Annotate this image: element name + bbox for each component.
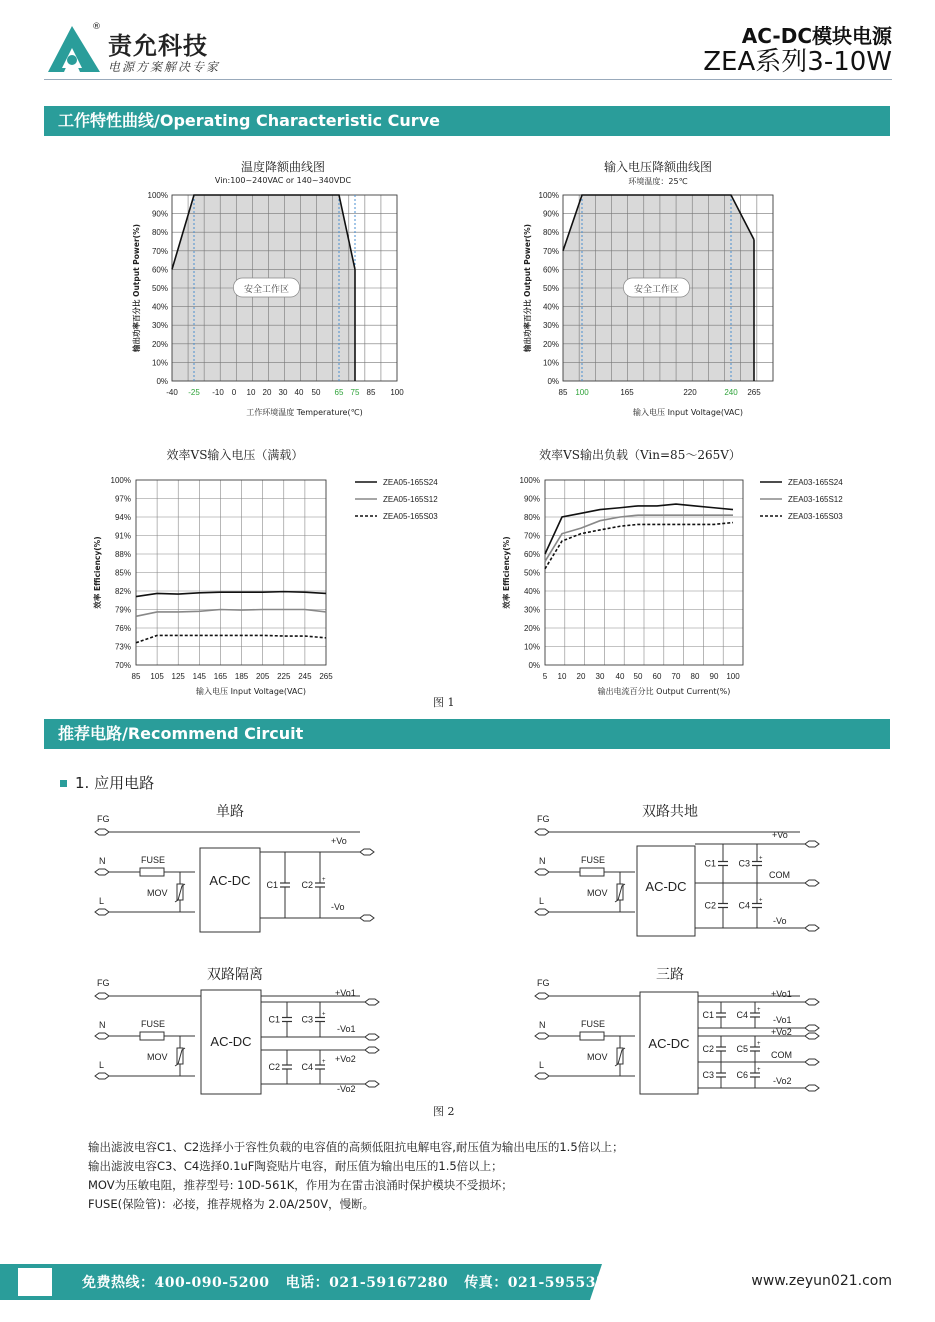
terminal xyxy=(805,999,819,1005)
circuit-single xyxy=(95,814,374,932)
product-title-line2: ZEA系列3-10W xyxy=(703,47,892,77)
x-tick-label: 60 xyxy=(652,672,662,681)
output-positive-label: +Vo xyxy=(772,830,788,840)
y-tick-label: 90% xyxy=(151,209,168,219)
y-tick-label: 76% xyxy=(114,624,131,633)
capacitor-label: C1 xyxy=(702,1010,714,1020)
y-tick-label: 60% xyxy=(151,265,168,275)
y-tick-label: 100% xyxy=(519,476,540,485)
y-axis-label: 输出功率百分比 Output Power(%) xyxy=(523,223,532,353)
y-tick-label: 70% xyxy=(542,246,559,256)
acdc-label: AC-DC xyxy=(645,879,687,894)
y-tick-label: 0% xyxy=(547,377,559,386)
terminal xyxy=(805,1025,819,1031)
y-tick-label: 60% xyxy=(523,550,540,559)
acdc-label: AC-DC xyxy=(648,1036,690,1051)
circuits-canvas xyxy=(0,780,935,1110)
legend-label: ZEA03-165S12 xyxy=(788,495,843,504)
x-tick-label: 245 xyxy=(298,672,312,681)
y-axis-label: 输出功率百分比 Output Power(%) xyxy=(132,223,141,353)
fuse xyxy=(580,1032,604,1040)
x-tick-label: 265 xyxy=(319,672,333,681)
x-tick-label: 105 xyxy=(150,672,164,681)
terminal xyxy=(95,909,109,915)
capacitor-label: C4 xyxy=(736,1010,748,1020)
x-tick-label: 5 xyxy=(542,672,548,681)
x-tick-label: -25 xyxy=(188,388,200,397)
efficiency-chart-output-load xyxy=(501,476,843,696)
x-tick-label: 265 xyxy=(747,388,761,397)
terminal xyxy=(365,1034,379,1040)
y-tick-label: 91% xyxy=(114,531,131,541)
y-tick-label: 80% xyxy=(542,228,559,238)
terminal xyxy=(805,1085,819,1091)
capacitor-label: C1 xyxy=(704,858,716,869)
fuse xyxy=(140,868,164,876)
y-tick-label: 80% xyxy=(151,228,168,238)
y-tick-label: 100% xyxy=(538,191,559,200)
output1-negative-label: -Vo1 xyxy=(773,1015,792,1025)
y-tick-label: 100% xyxy=(147,191,168,200)
legend-label: ZEA05-165S24 xyxy=(383,478,438,487)
capacitor-label: C2 xyxy=(301,880,313,890)
figure1-caption: 图 1 xyxy=(433,696,455,709)
input-n-label: N xyxy=(99,856,106,866)
terminal xyxy=(360,915,374,921)
input-l-label: L xyxy=(99,1060,105,1070)
y-tick-label: 50% xyxy=(523,568,540,578)
y-tick-label: 70% xyxy=(523,531,540,541)
capacitor-plus: + xyxy=(322,1011,326,1018)
x-tick-label: 75 xyxy=(350,388,360,397)
circuit-single-title: 单路 xyxy=(216,804,244,820)
capacitor-label: C1 xyxy=(266,880,278,890)
mov-label: MOV xyxy=(587,888,608,898)
terminal xyxy=(805,1033,819,1039)
x-tick-label: -10 xyxy=(212,388,224,397)
x-tick-label: 85 xyxy=(366,388,376,397)
terminal xyxy=(95,1033,109,1039)
terminal xyxy=(365,1047,379,1053)
x-tick-label: 100 xyxy=(726,672,740,681)
terminal xyxy=(95,829,109,835)
terminal xyxy=(95,993,109,999)
mov-label: MOV xyxy=(587,1052,608,1062)
x-tick-label: 10 xyxy=(557,672,567,681)
y-tick-label: 60% xyxy=(542,265,559,275)
x-tick-label: 40 xyxy=(294,388,304,397)
y-tick-label: 30% xyxy=(523,605,540,615)
chart3-title: 效率VS输入电压（满载） xyxy=(166,448,304,462)
legend-label: ZEA05-165S12 xyxy=(383,495,438,504)
circuit-triple xyxy=(535,978,819,1094)
input-fg-label: FG xyxy=(537,978,550,988)
circuit-triple-title: 三路 xyxy=(656,967,684,983)
x-tick-label: 10 xyxy=(246,388,256,397)
chart2-title: 输入电压降额曲线图 xyxy=(603,160,712,174)
terminal xyxy=(535,909,549,915)
note-line: 输出滤波电容C1、C2选择小于容性负载的电容值的高频低阻抗电解电容,耐压值为输出电压的1.5倍以上； xyxy=(88,1140,624,1154)
terminal xyxy=(535,869,549,875)
y-tick-label: 100% xyxy=(110,476,131,485)
product-title-line1: AC-DC模块电源 xyxy=(741,24,892,48)
x-tick-label: 50 xyxy=(311,388,321,397)
y-tick-label: 20% xyxy=(151,339,168,349)
y-tick-label: 40% xyxy=(542,302,559,312)
capacitor-label: C4 xyxy=(738,900,750,911)
x-tick-label: 30 xyxy=(595,672,605,681)
acdc-label: AC-DC xyxy=(209,873,251,888)
y-tick-label: 94% xyxy=(114,513,131,522)
input-n-label: N xyxy=(539,856,546,866)
input-l-label: L xyxy=(99,896,105,906)
input-fg-label: FG xyxy=(537,814,550,824)
capacitor-label: C3 xyxy=(738,858,750,869)
x-tick-label: 65 xyxy=(334,388,344,397)
y-tick-label: 40% xyxy=(523,587,540,596)
capacitor-plus: + xyxy=(322,877,326,883)
fuse-label: FUSE xyxy=(141,1019,166,1029)
y-tick-label: 70% xyxy=(151,246,168,256)
registered-mark: ® xyxy=(92,22,101,32)
y-tick-label: 90% xyxy=(523,494,540,504)
legend-label: ZEA03-165S24 xyxy=(788,478,843,487)
terminal xyxy=(365,999,379,1005)
terminal xyxy=(95,869,109,875)
capacitor-plus: + xyxy=(759,897,763,904)
y-axis-label: 效率 Efficiency(%) xyxy=(502,536,511,609)
output-negative-label: -Vo xyxy=(773,916,787,926)
terminal xyxy=(535,993,549,999)
x-tick-label: 240 xyxy=(724,388,738,397)
footer-url[interactable]: www.zeyun021.com xyxy=(751,1273,892,1289)
x-tick-label: 145 xyxy=(192,672,207,681)
input-fg-label: FG xyxy=(97,814,110,824)
output2-negative-label: -Vo2 xyxy=(773,1076,792,1086)
capacitor-label: C5 xyxy=(736,1044,748,1054)
output1-negative-label: -Vo1 xyxy=(337,1024,356,1034)
output-negative-label: -Vo xyxy=(331,902,345,912)
output2-positive-label: +Vo2 xyxy=(771,1027,792,1037)
y-tick-label: 88% xyxy=(114,550,131,559)
chart1-title: 温度降额曲线图 xyxy=(240,160,325,174)
derating-chart-input-voltage xyxy=(522,191,773,417)
input-n-label: N xyxy=(539,1020,546,1030)
x-tick-label: 165 xyxy=(620,388,634,397)
company-slogan: 电源方案解决专家 xyxy=(108,60,221,74)
x-tick-label: 30 xyxy=(278,388,288,397)
y-tick-label: 73% xyxy=(114,642,131,652)
y-tick-label: 90% xyxy=(542,209,559,219)
circuit-dual-common xyxy=(535,814,819,936)
terminal xyxy=(535,829,549,835)
y-tick-label: 10% xyxy=(523,642,540,652)
chart1-subtitle: Vin:100~240VAC or 140~340VDC xyxy=(214,176,352,185)
note-line: 输出滤波电容C3、C4选择0.1uF陶瓷贴片电容，耐压值为输出电压的1.5倍以上； xyxy=(88,1159,503,1173)
x-tick-label: -40 xyxy=(166,388,178,397)
derating-chart-temperature xyxy=(131,191,404,417)
x-tick-label: 185 xyxy=(234,672,249,681)
fuse xyxy=(140,1032,164,1040)
y-tick-label: 30% xyxy=(151,321,168,331)
section-bar-circuit: 推荐电路/Recommend Circuit xyxy=(44,719,890,749)
capacitor-label: C3 xyxy=(702,1070,714,1080)
capacitor-label: C2 xyxy=(268,1062,280,1072)
y-tick-label: 10% xyxy=(542,358,559,368)
mov-label: MOV xyxy=(147,888,168,898)
capacitor-label: C6 xyxy=(736,1070,748,1080)
x-tick-label: 100 xyxy=(390,388,404,397)
series-line-ZEA03-165S12 xyxy=(545,515,733,561)
capacitor-label: C2 xyxy=(702,1044,714,1054)
x-axis-label: 输出电流百分比 Output Current(%) xyxy=(597,687,731,696)
legend-label: ZEA03-165S03 xyxy=(788,512,843,521)
section-bar-curves: 工作特性曲线/Operating Characteristic Curve xyxy=(44,106,890,136)
x-tick-label: 225 xyxy=(277,672,291,681)
region-label: 安全工作区 xyxy=(633,285,680,295)
notes-block xyxy=(88,1138,624,1214)
y-tick-label: 79% xyxy=(114,605,131,615)
y-tick-label: 50% xyxy=(542,284,559,293)
terminal xyxy=(95,1073,109,1079)
y-tick-label: 50% xyxy=(151,284,168,293)
capacitor-label: C1 xyxy=(268,1014,280,1025)
y-tick-label: 80% xyxy=(523,513,540,522)
company-name: 责允科技 xyxy=(108,32,208,60)
terminal xyxy=(535,1033,549,1039)
x-axis-label: 输入电压 Input Voltage(VAC) xyxy=(196,687,306,696)
note-line: MOV为压敏电阻，推荐型号: 10D-561K，作用为在雷击浪涌时保护模块不受损坏； xyxy=(88,1178,513,1192)
terminal xyxy=(360,849,374,855)
x-tick-label: 220 xyxy=(683,388,697,397)
x-tick-label: 80 xyxy=(690,672,700,681)
output1-positive-label: +Vo1 xyxy=(771,989,792,999)
figure2-caption: 图 2 xyxy=(433,1105,455,1118)
y-tick-label: 30% xyxy=(542,321,559,331)
chart4-title: 效率VS输出负载（Vin=85～265V） xyxy=(539,448,741,462)
fuse-label: FUSE xyxy=(141,855,166,865)
input-l-label: L xyxy=(539,1060,545,1070)
capacitor-plus: + xyxy=(759,855,763,862)
x-tick-label: 85 xyxy=(131,672,141,681)
series-line-ZEA03-165S24 xyxy=(545,504,733,554)
terminal xyxy=(365,1081,379,1087)
x-axis-label: 工作环境温度 Temperature(℃) xyxy=(246,408,363,417)
input-l-label: L xyxy=(539,896,545,906)
output-com-label: COM xyxy=(771,1050,792,1060)
y-tick-label: 0% xyxy=(528,661,540,670)
input-fg-label: FG xyxy=(97,978,110,988)
x-tick-label: 90 xyxy=(709,672,719,681)
x-tick-label: 40 xyxy=(615,672,625,681)
mov-label: MOV xyxy=(147,1052,168,1062)
capacitor-label: C4 xyxy=(301,1062,313,1072)
terminal xyxy=(805,1059,819,1065)
x-tick-label: 70 xyxy=(671,672,681,681)
series-line-ZEA05-165S03 xyxy=(136,635,326,642)
x-tick-label: 0 xyxy=(231,388,237,397)
series-line-ZEA03-165S03 xyxy=(545,523,733,569)
y-tick-label: 20% xyxy=(523,624,540,633)
y-tick-label: 82% xyxy=(114,587,131,596)
fuse xyxy=(580,868,604,876)
x-tick-label: 85 xyxy=(558,388,568,397)
y-axis-label: 效率 Efficiency(%) xyxy=(93,536,102,609)
y-tick-label: 10% xyxy=(151,358,168,368)
terminal xyxy=(805,841,819,847)
capacitor-plus: + xyxy=(757,1007,761,1013)
series-line-ZEA05-165S24 xyxy=(136,592,326,597)
acdc-module xyxy=(200,848,260,932)
y-tick-label: 0% xyxy=(156,377,168,386)
output1-positive-label: +Vo1 xyxy=(335,988,356,998)
x-tick-label: 165 xyxy=(213,672,228,681)
output-positive-label: +Vo xyxy=(331,836,347,846)
x-tick-label: 125 xyxy=(171,672,185,681)
efficiency-chart-input-voltage xyxy=(92,476,438,696)
y-tick-label: 40% xyxy=(151,302,168,312)
footer-contact: 免费热线：400-090-5200 电话：021-59167280 传真：021-59553702 xyxy=(82,1275,627,1291)
capacitor-plus: + xyxy=(757,1067,761,1073)
capacitor-plus: + xyxy=(322,1059,326,1065)
legend-label: ZEA05-165S03 xyxy=(383,512,438,521)
acdc-label: AC-DC xyxy=(210,1034,252,1049)
circuit-heading-text: 1. 应用电路 xyxy=(75,774,155,792)
x-tick-label: 20 xyxy=(576,672,586,681)
region-label: 安全工作区 xyxy=(243,285,290,295)
x-tick-label: 20 xyxy=(262,388,272,397)
output-com-label: COM xyxy=(769,870,790,880)
x-tick-label: 50 xyxy=(633,672,643,681)
x-axis-label: 输入电压 Input Voltage(VAC) xyxy=(633,408,743,417)
terminal xyxy=(805,880,819,886)
x-tick-label: 100 xyxy=(575,388,589,397)
series-line-ZEA05-165S12 xyxy=(136,610,326,617)
y-tick-label: 70% xyxy=(114,661,131,670)
fuse-label: FUSE xyxy=(581,855,606,865)
y-tick-label: 97% xyxy=(114,494,131,504)
circuit-dual-isolated xyxy=(95,978,379,1094)
terminal xyxy=(805,925,819,931)
y-tick-label: 85% xyxy=(114,568,131,578)
capacitor-plus: + xyxy=(757,1041,761,1047)
chart2-subtitle: 环境温度：25℃ xyxy=(628,177,688,186)
fuse-label: FUSE xyxy=(581,1019,606,1029)
capacitor-label: C3 xyxy=(301,1014,313,1025)
terminal xyxy=(535,1073,549,1079)
output2-positive-label: +Vo2 xyxy=(335,1054,356,1064)
note-line: FUSE(保险管)：必接，推荐规格为 2.0A/250V，慢断。 xyxy=(88,1197,375,1211)
circuit-dual-common-title: 双路共地 xyxy=(642,804,698,820)
capacitor-label: C2 xyxy=(704,900,716,911)
y-tick-label: 20% xyxy=(542,339,559,349)
input-n-label: N xyxy=(99,1020,106,1030)
x-tick-label: 205 xyxy=(255,672,270,681)
circuit-dual-iso-title: 双路隔离 xyxy=(207,967,263,983)
output2-negative-label: -Vo2 xyxy=(337,1084,356,1094)
